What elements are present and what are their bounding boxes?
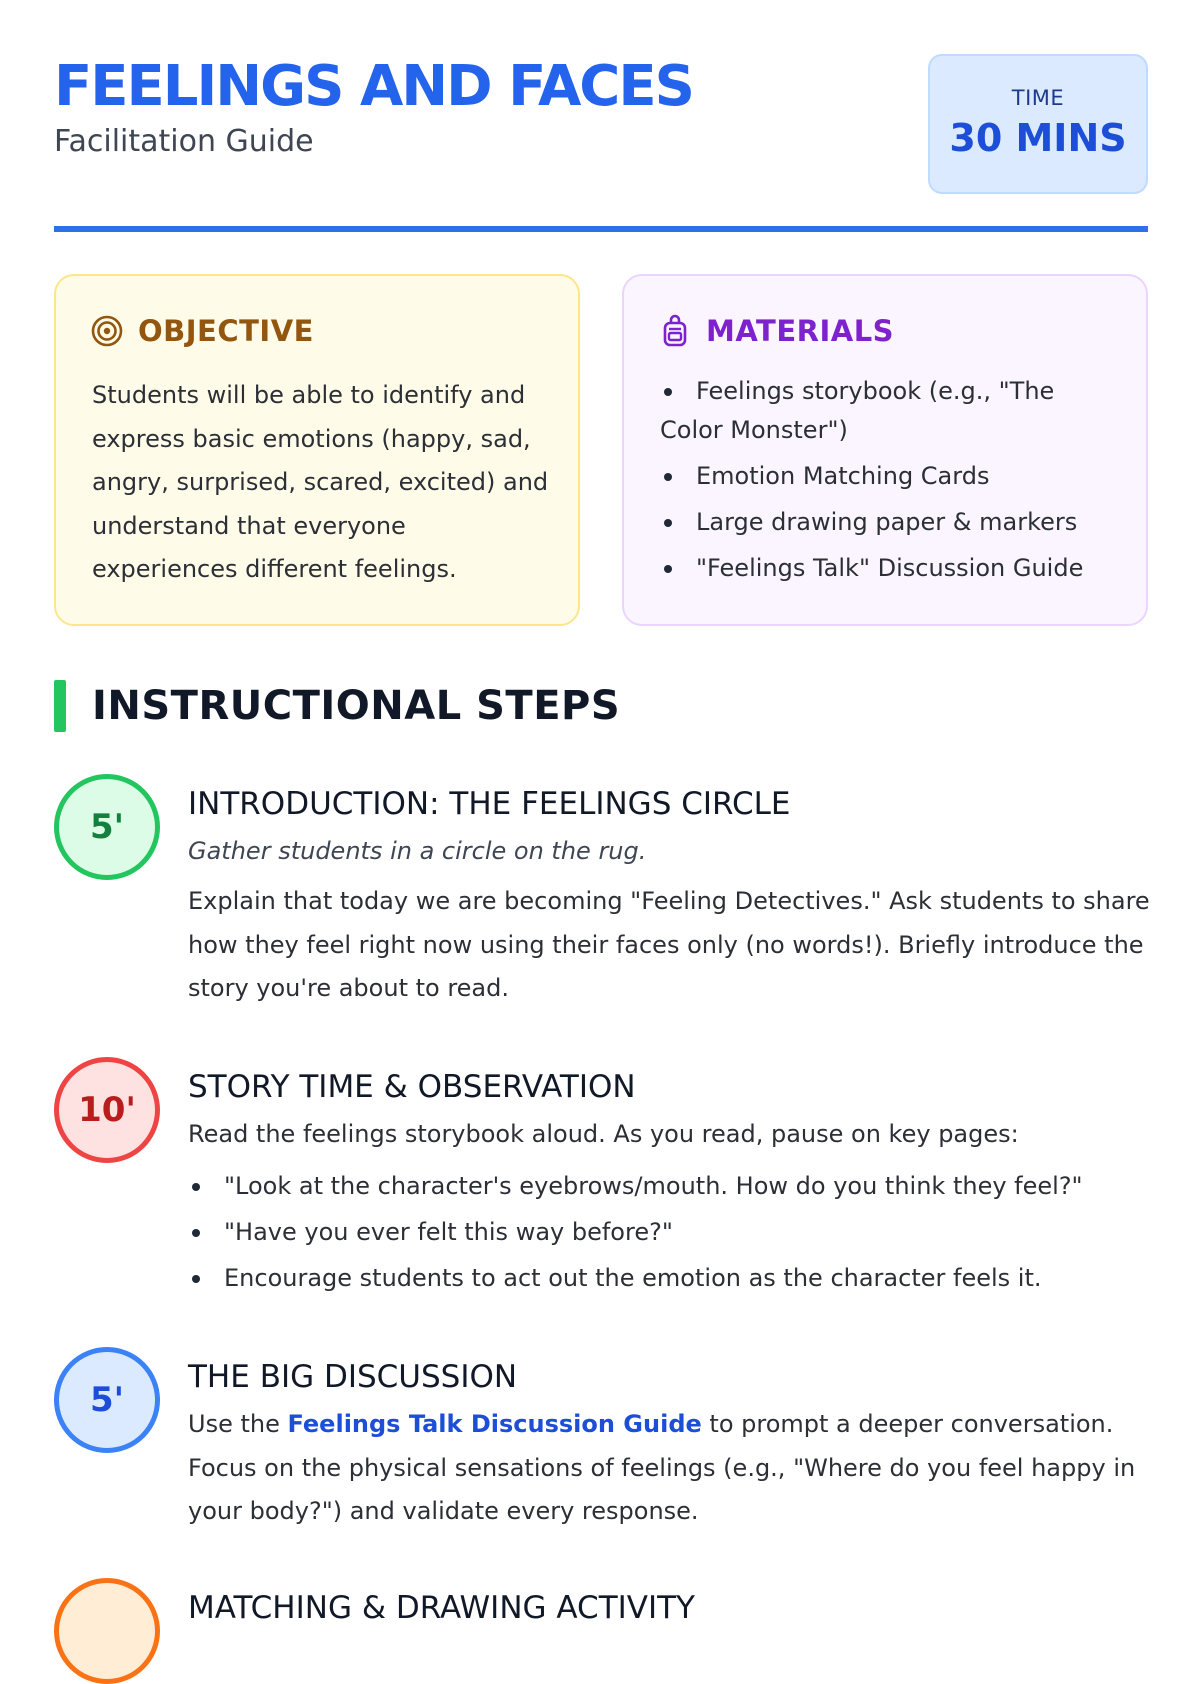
step-prompt-list: [188, 1167, 1154, 1298]
step-description: [188, 1403, 1154, 1534]
materials-item: "Feelings Talk" Discussion Guide: [660, 549, 1110, 588]
page-title: FEELINGS AND FACES: [54, 54, 693, 119]
step-text-tail: to prompt a deeper conversation. Focus on the physical sensations of feelings (e.g., "Where do you feel happy in your body?") and validate every response.: [188, 1410, 1136, 1525]
materials-card: [622, 274, 1148, 626]
lesson-page: [54, 0, 1150, 1626]
backpack-icon: [658, 314, 692, 348]
materials-item: Emotion Matching Cards: [660, 457, 1110, 496]
materials-item: Feelings storybook (e.g., "The Color Monster"): [660, 372, 1110, 450]
step-body: [188, 1065, 1154, 1305]
step-title: STORY TIME & OBSERVATION: [188, 1069, 636, 1105]
materials-list: [660, 372, 1110, 595]
materials-item: Large drawing paper & markers: [660, 503, 1110, 542]
time-value: 30 MINS: [949, 116, 1127, 160]
steps-accent-bar: [54, 680, 66, 732]
objective-header: [90, 314, 314, 348]
objective-card: [54, 274, 580, 626]
step-title: MATCHING & DRAWING ACTIVITY: [188, 1590, 695, 1626]
time-badge: [928, 54, 1148, 194]
header-divider: [54, 226, 1148, 232]
materials-title: MATERIALS: [706, 314, 895, 348]
target-icon: [90, 314, 124, 348]
step-prompt-item: "Look at the character's eyebrows/mouth. How do you think they feel?": [188, 1167, 1154, 1206]
step-title: THE BIG DISCUSSION: [188, 1359, 518, 1395]
steps-heading: [54, 680, 620, 732]
step-body: [188, 782, 1154, 1011]
discussion-guide-link[interactable]: Feelings Talk Discussion Guide: [287, 1410, 702, 1438]
step-subtitle: Gather students in a circle on the rug.: [188, 837, 647, 865]
step-duration-badge: 5': [54, 774, 160, 880]
objective-title: OBJECTIVE: [138, 314, 314, 348]
step-duration-badge: 10': [54, 1057, 160, 1163]
page-header: [54, 0, 1148, 236]
step-text-lead: Use the: [188, 1410, 288, 1438]
objective-text: Students will be able to identify and express basic emotions (happy, sad, angry, surprised, scared, excited) and understand that everyone experiences different feelings.: [92, 381, 549, 583]
step-prompt-item: Encourage students to act out the emotion as the character feels it.: [188, 1259, 1154, 1298]
step-description: Read the feelings storybook aloud. As you read, pause on key pages:: [188, 1120, 1019, 1148]
step-prompt-item: "Have you ever felt this way before?": [188, 1213, 1154, 1252]
step-body: [188, 1586, 1154, 1630]
materials-header: [658, 314, 894, 348]
page-subtitle: Facilitation Guide: [54, 124, 314, 159]
step-body: [188, 1355, 1154, 1534]
step-duration-badge: 5': [54, 1347, 160, 1453]
info-cards: [54, 274, 1148, 626]
time-label: TIME: [1011, 86, 1065, 110]
step-description: Explain that today we are becoming "Feeling Detectives." Ask students to share how they feel right now using their faces only (no words!). Briefly introduce the story you're about to read.: [188, 887, 1150, 1002]
step-title: INTRODUCTION: THE FEELINGS CIRCLE: [188, 786, 791, 822]
steps-title: INSTRUCTIONAL STEPS: [92, 683, 621, 729]
step-duration-badge: [54, 1578, 160, 1684]
